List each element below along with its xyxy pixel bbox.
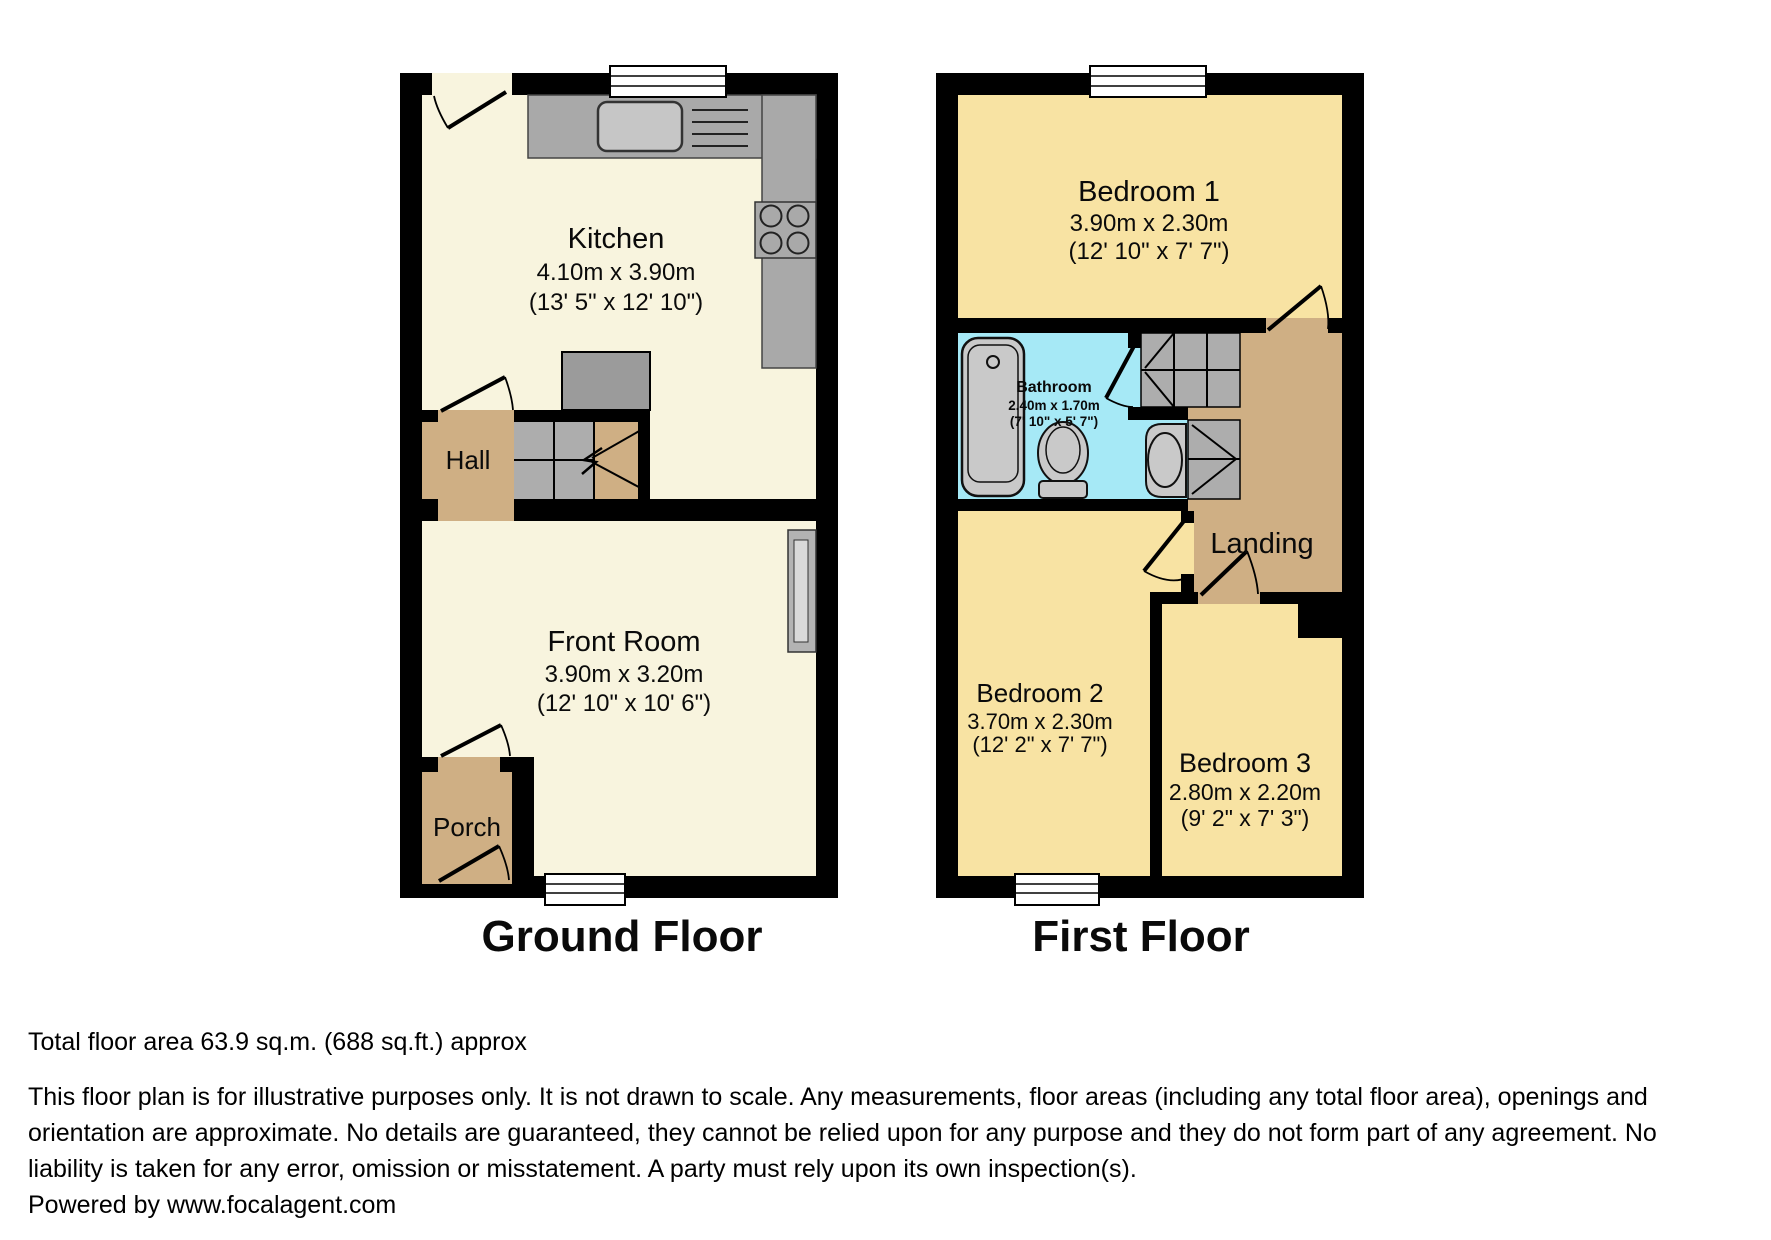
wall-segment [638, 410, 650, 499]
front-room-window [545, 874, 625, 905]
stair-upper-block [562, 352, 650, 410]
wall-segment [1128, 333, 1141, 348]
kitchen-window [610, 66, 726, 97]
porch-right-wall [512, 757, 534, 898]
hall-label: Hall [445, 445, 491, 475]
bedroom3-label: Bedroom 3 [1178, 748, 1312, 778]
wall-segment [422, 757, 438, 772]
front-room-chimney [788, 530, 816, 652]
bedroom2-dims-m: 3.70m x 2.30m [967, 709, 1113, 734]
total-floor-area-text: Total floor area 63.9 sq.m. (688 sq.ft.) approx [28, 1028, 527, 1056]
toilet-cistern [1039, 481, 1087, 498]
basin-sink [1146, 424, 1186, 497]
wall-segment [1328, 318, 1342, 333]
bedroom2-window [1015, 874, 1099, 905]
wall-segment [958, 318, 1266, 333]
wall-segment [422, 499, 438, 521]
footer [28, 1028, 1728, 1223]
kitchen-label: Kitchen [567, 223, 665, 255]
bedroom1-dims-ft: (12' 10" x 7' 7") [1068, 238, 1230, 265]
wall-segment [1128, 407, 1188, 420]
disclaimer-text: This floor plan is for illustrative purposes only. It is not drawn to scale. Any measurements, floor areas (including any total floor area), openings and orientation are approximate. No details are guaranteed, they cannot be relied upon for any purpose and they do not form part of any agreement. No liability is taken for any error, omission or misstatement. A party must rely upon its own inspection(s). [28, 1083, 1657, 1183]
landing-label: Landing [1210, 528, 1314, 560]
front-room-label: Front Room [547, 626, 701, 658]
bedroom1-label: Bedroom 1 [1078, 176, 1220, 208]
wall-segment [514, 499, 816, 521]
front-room-dims-ft: (12' 10" x 10' 6") [536, 690, 712, 717]
bathroom-dims-ft: (7' 10" x 5' 7") [1009, 414, 1099, 429]
bedroom3-chimney [1298, 592, 1342, 638]
first-floor-plan [936, 66, 1364, 905]
bedroom2-label: Bedroom 2 [976, 678, 1104, 708]
bedroom3-dims-ft: (9' 2" x 7' 3") [1180, 805, 1310, 831]
powered-by-text: Powered by www.focalagent.com [28, 1191, 397, 1219]
bedroom2-dims-ft: (12' 2" x 7' 7") [972, 732, 1108, 757]
kitchen-dims-m: 4.10m x 3.90m [536, 259, 696, 286]
kitchen-dims-ft: (13' 5" x 12' 10") [528, 289, 704, 316]
ground-floor-title: Ground Floor [481, 912, 763, 961]
bedroom-divider-wall [1150, 592, 1162, 876]
porch-label: Porch [433, 812, 501, 842]
kitchen-sink [598, 102, 682, 151]
front-room-dims-m: 3.90m x 3.20m [544, 661, 704, 688]
bedroom3-dims-m: 2.80m x 2.20m [1168, 779, 1322, 805]
bedroom1-window [1090, 66, 1206, 97]
bedroom1-dims-m: 3.90m x 2.30m [1069, 210, 1229, 237]
bathroom-dims-m: 2.40m x 1.70m [1008, 398, 1100, 413]
toilet [1038, 422, 1088, 498]
ground-floor-plan [400, 66, 838, 905]
wall-segment [422, 410, 438, 422]
wall-segment [514, 410, 650, 422]
wall-segment [958, 499, 1188, 511]
bathtub-tap [987, 356, 999, 368]
first-floor-title: First Floor [1032, 912, 1250, 961]
bathroom-label: Bathroom [1016, 379, 1092, 396]
